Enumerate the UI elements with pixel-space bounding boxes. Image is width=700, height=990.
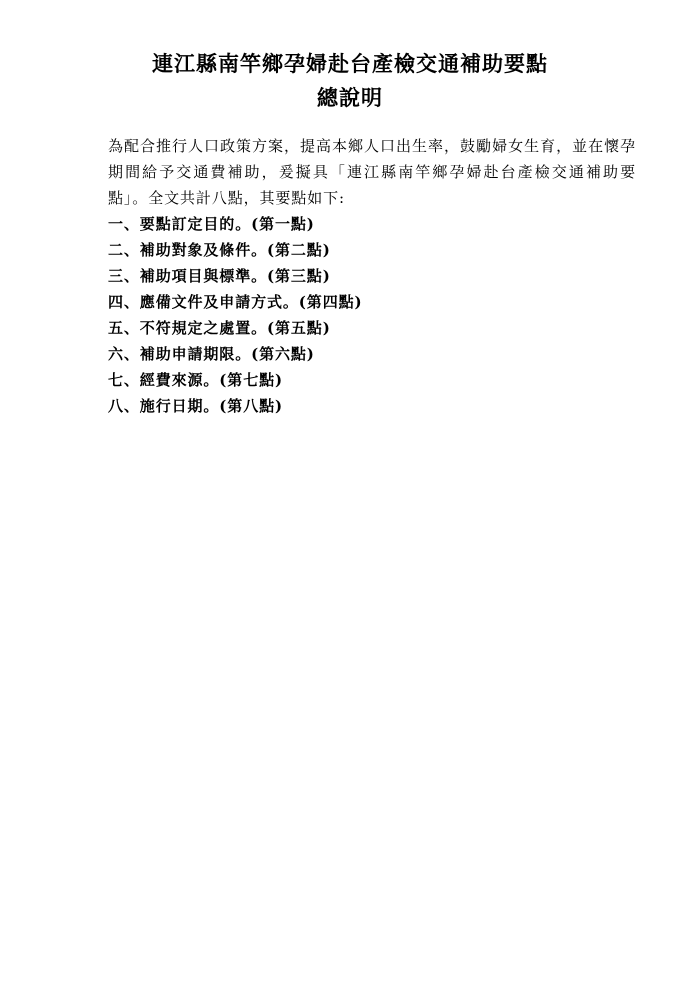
outline-list	[108, 211, 636, 419]
outline-item: 七、經費來源。(第七點)	[108, 371, 283, 389]
outline-item: 四、應備文件及申請方式。(第四點)	[108, 293, 363, 311]
intro-paragraph: 為配合推行人口政策方案，提高本鄉人口出生率，鼓勵婦女生育，並在懷孕期間給予交通費補助，爰擬具「連江縣南竿鄉孕婦赴台產檢交通補助要點」。全文共計八點，其要點如下:	[108, 137, 636, 207]
outline-item: 六、補助申請期限。(第六點)	[108, 345, 315, 363]
outline-item: 三、補助項目與標準。(第三點)	[108, 267, 331, 285]
document-title: 連江縣南竿鄉孕婦赴台產檢交通補助要點	[152, 51, 548, 76]
outline-item: 八、施行日期。(第八點)	[108, 397, 283, 415]
outline-item: 二、補助對象及條件。(第二點)	[108, 241, 331, 259]
document-subtitle: 總說明	[317, 85, 383, 110]
outline-item: 五、不符規定之處置。(第五點)	[108, 319, 331, 337]
outline-item: 一、要點訂定目的。(第一點)	[108, 215, 315, 233]
